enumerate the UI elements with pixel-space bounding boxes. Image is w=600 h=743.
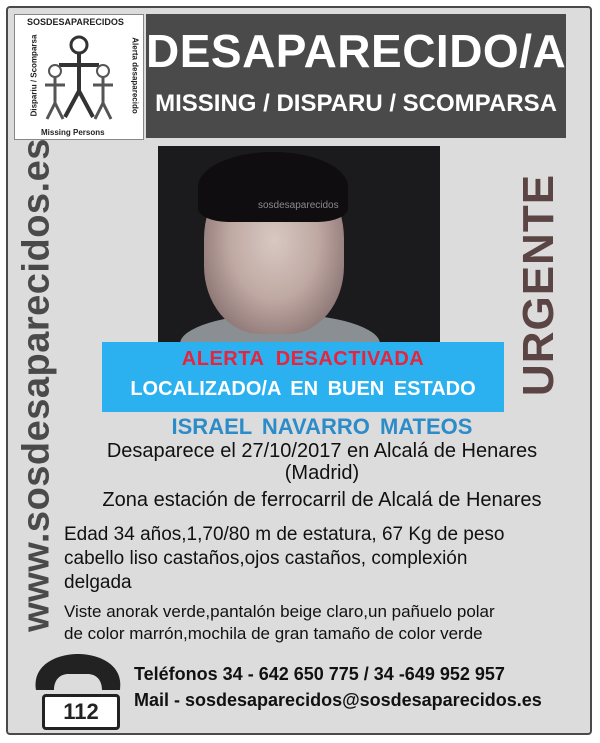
disappearance-region: (Madrid): [284, 462, 360, 484]
disappearance-date: Desaparece el 27/10/2017 en Alcalá de Henares: [106, 440, 538, 462]
clothing-line-1: Viste anorak verde,pantalón beige claro,un pañuelo polar: [64, 602, 495, 621]
photo-hair: [198, 152, 348, 222]
contact-email: Mail - sosdesaparecidos@sosdesaparecidos.es: [134, 690, 542, 710]
clothing-line-2: de color marrón,mochila de gran tamaño de color verde: [64, 624, 483, 643]
emergency-number: 112: [42, 694, 120, 730]
photo-watermark: sosdesaparecidos: [258, 200, 339, 211]
vertical-website: [12, 138, 62, 632]
telephone-icon: [28, 650, 128, 700]
logo-left-text: Dispariu / Scomparsa: [29, 34, 39, 117]
poster-subtitle: MISSING / DISPARU / SCOMPARSA: [155, 90, 557, 117]
description-line-3: delgada: [64, 572, 132, 593]
description-line-2: cabello liso castaños,ojos castaños, complexión: [64, 548, 468, 569]
description-line-1: Edad 34 años,1,70/80 m de estatura, 67 Kg de peso: [64, 524, 505, 545]
logo-right-text: Alerta desaparecido: [130, 37, 140, 114]
person-name: ISRAEL NAVARRO MATEOS: [171, 414, 473, 439]
urgent-label: [512, 160, 566, 410]
alert-status: ALERTA DESACTIVADA: [181, 348, 425, 370]
alert-result: LOCALIZADO/A EN BUEN ESTADO: [130, 378, 476, 400]
disappearance-zone: Zona estación de ferrocarril de Alcalá de Henares: [102, 489, 542, 511]
phone-emblem: [28, 650, 128, 730]
header-banner: [146, 14, 566, 138]
logo-top-text: SOSDESAPARECIDOS: [27, 17, 124, 27]
poster-title: DESAPARECIDO/A: [146, 25, 567, 77]
urgent-text: URGENTE: [514, 173, 563, 397]
person-photo: [158, 146, 440, 342]
website-text: www.sosdesaparecidos.es: [15, 138, 58, 632]
alert-banner: [102, 342, 504, 412]
sos-logo: [14, 14, 144, 140]
contact-phones: Teléfonos 34 - 642 650 775 / 34 -649 952 957: [134, 664, 505, 684]
logo-bottom-text: Missing Persons: [41, 128, 105, 137]
figures-icon: [37, 31, 121, 121]
